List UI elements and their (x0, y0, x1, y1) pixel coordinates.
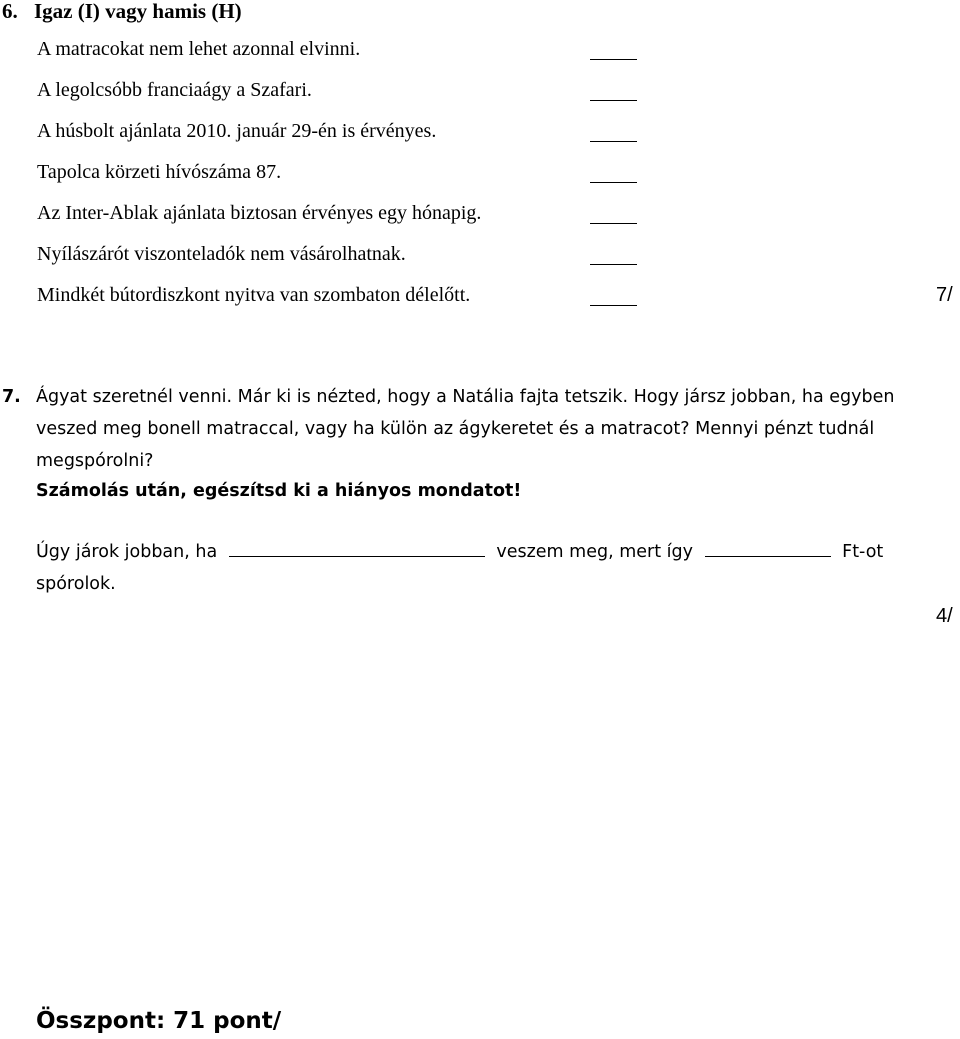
question-7-number: 7. (2, 387, 21, 407)
question-7-prompt-line-1 (2, 386, 894, 408)
fill-sentence-line-1 (36, 541, 883, 563)
answer-blank-choice[interactable] (229, 555, 485, 557)
question-6-title: Igaz (I) vagy hamis (H) (34, 0, 242, 23)
answer-blank-7[interactable] (590, 305, 637, 306)
question-7-instruction: Számolás után, egészítsd ki a hiányos mondatot! (36, 481, 522, 501)
answer-blank-6[interactable] (590, 264, 637, 265)
fill-sentence-part-1: Úgy járok jobban, ha (36, 542, 218, 562)
statement-3: A húsbolt ajánlata 2010. január 29-én is érvényes. (37, 120, 437, 142)
answer-blank-5[interactable] (590, 223, 637, 224)
statement-1: A matracokat nem lehet azonnal elvinni. (37, 38, 361, 60)
statement-6: Nyílászárót viszonteladók nem vásárolhatnak. (37, 243, 406, 265)
fill-sentence-part-3: Ft-ot (842, 542, 884, 562)
question-7-prompt-text-1: Ágyat szeretnél venni. Már ki is nézted, hogy a Natália fajta tetszik. Hogy jársz jobban, ha egyben (36, 387, 895, 407)
fill-sentence-line-2: spórolok. (36, 574, 116, 594)
question-6-heading (2, 0, 242, 24)
question-6-score: 7/ (936, 284, 953, 306)
statement-5: Az Inter-Ablak ajánlata biztosan érvényes egy hónapig. (37, 202, 482, 224)
answer-blank-1[interactable] (590, 59, 637, 60)
statement-7: Mindkét bútordiszkont nyitva van szombaton délelőtt. (37, 284, 471, 306)
statement-4: Tapolca körzeti hívószáma 87. (37, 161, 282, 183)
question-6-number: 6. (2, 0, 18, 23)
question-7-score: 4/ (936, 605, 953, 627)
answer-blank-3[interactable] (590, 141, 637, 142)
question-7-prompt-line-3: megspórolni? (36, 451, 154, 471)
answer-blank-amount[interactable] (705, 555, 831, 557)
total-score: Összpont: 71 pont/ (36, 1008, 282, 1034)
statement-2: A legolcsóbb franciaágy a Szafari. (37, 79, 312, 101)
fill-sentence-part-2: veszem meg, mert így (496, 542, 693, 562)
answer-blank-4[interactable] (590, 182, 637, 183)
question-7-prompt-line-2: veszed meg bonell matraccal, vagy ha külön az ágykeretet és a matracot? Mennyi pénzt tudnál (36, 419, 875, 439)
answer-blank-2[interactable] (590, 100, 637, 101)
